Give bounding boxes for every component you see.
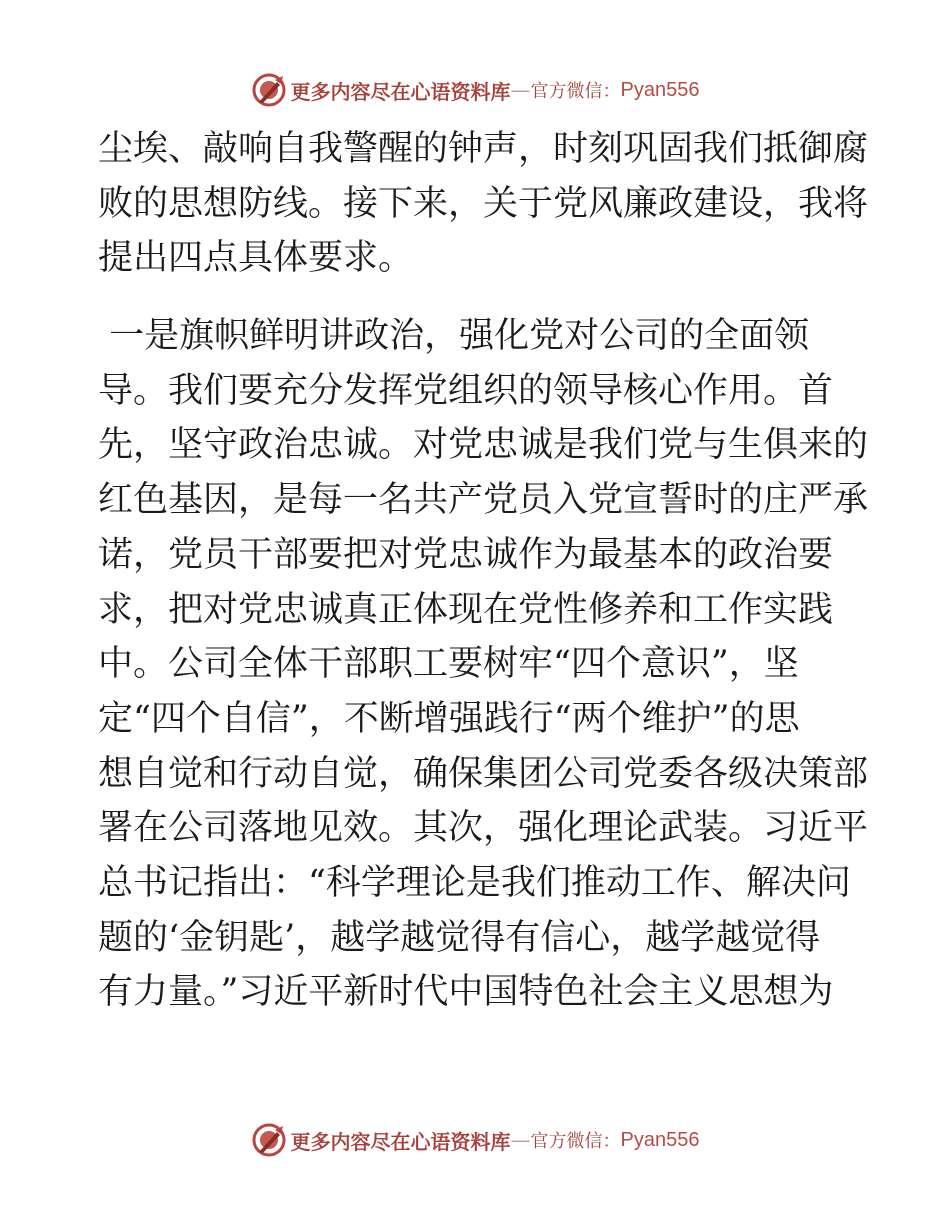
document-body xyxy=(98,122,869,1020)
paragraph-2 xyxy=(98,309,869,1020)
text-line: 有力量。”习近平新时代中国特色社会主义思想为 xyxy=(98,972,834,1013)
text-line: 败的思想防线。接下来，关于党风廉政建设，我将 xyxy=(98,183,869,224)
banner-wechat-label: 官方微信： xyxy=(530,1131,621,1152)
banner-main-text: 更多内容尽在心语资料库 xyxy=(290,1129,511,1154)
feather-logo-icon xyxy=(251,72,287,108)
text-line: 求，把对党忠诚真正体现在党性修养和工作实践 xyxy=(98,589,834,630)
feather-logo-icon xyxy=(251,1122,287,1158)
text-line: 中。公司全体干部职工要树牢“四个意识”，坚 xyxy=(98,644,799,685)
text-line: 尘埃、敲响自我警醒的钟声，时刻巩固我们抵御腐 xyxy=(98,129,869,169)
text-line: 定“四个自信”，不断增强践行“两个维护”的思 xyxy=(98,698,800,739)
text-line: 题的‘金钥匙’，越学越觉得有信心，越学越觉得 xyxy=(98,917,821,958)
text-line: 署在公司落地见效。其次，强化理论武装。习近平 xyxy=(98,808,869,849)
text-line: 想自觉和行动自觉，确保集团公司党委各级决策部 xyxy=(98,753,869,794)
banner-wechat-id: Pyan556 xyxy=(620,1128,700,1151)
text-line: 导。我们要充分发挥党组织的领导核心作用。首 xyxy=(98,370,834,411)
text-line: 诺，党员干部要把对党忠诚作为最基本的政治要 xyxy=(98,534,834,575)
text-line: 提出四点具体要求。 xyxy=(98,238,414,279)
text-line: 总书记指出：“科学理论是我们推动工作、解决问 xyxy=(98,862,851,903)
banner-main-text: 更多内容尽在心语资料库 xyxy=(290,79,511,104)
banner-wechat-label: 官方微信： xyxy=(530,81,621,102)
text-line: 红色基因，是每一名共产党员入党宣誓时的庄严承 xyxy=(98,480,869,521)
banner-separator: — xyxy=(510,78,531,102)
paragraph-gap xyxy=(98,286,858,309)
text-line: 一是旗帜鲜明讲政治，强化党对公司的全面领 xyxy=(98,316,810,357)
text-line: 先，坚守政治忠诚。对党忠诚是我们党与生俱来的 xyxy=(98,425,869,466)
banner-separator: — xyxy=(510,1128,531,1152)
footer-watermark-banner xyxy=(0,1120,950,1160)
banner-wechat-id: Pyan556 xyxy=(620,78,700,101)
header-watermark-banner xyxy=(0,70,950,110)
paragraph-1 xyxy=(98,122,869,286)
